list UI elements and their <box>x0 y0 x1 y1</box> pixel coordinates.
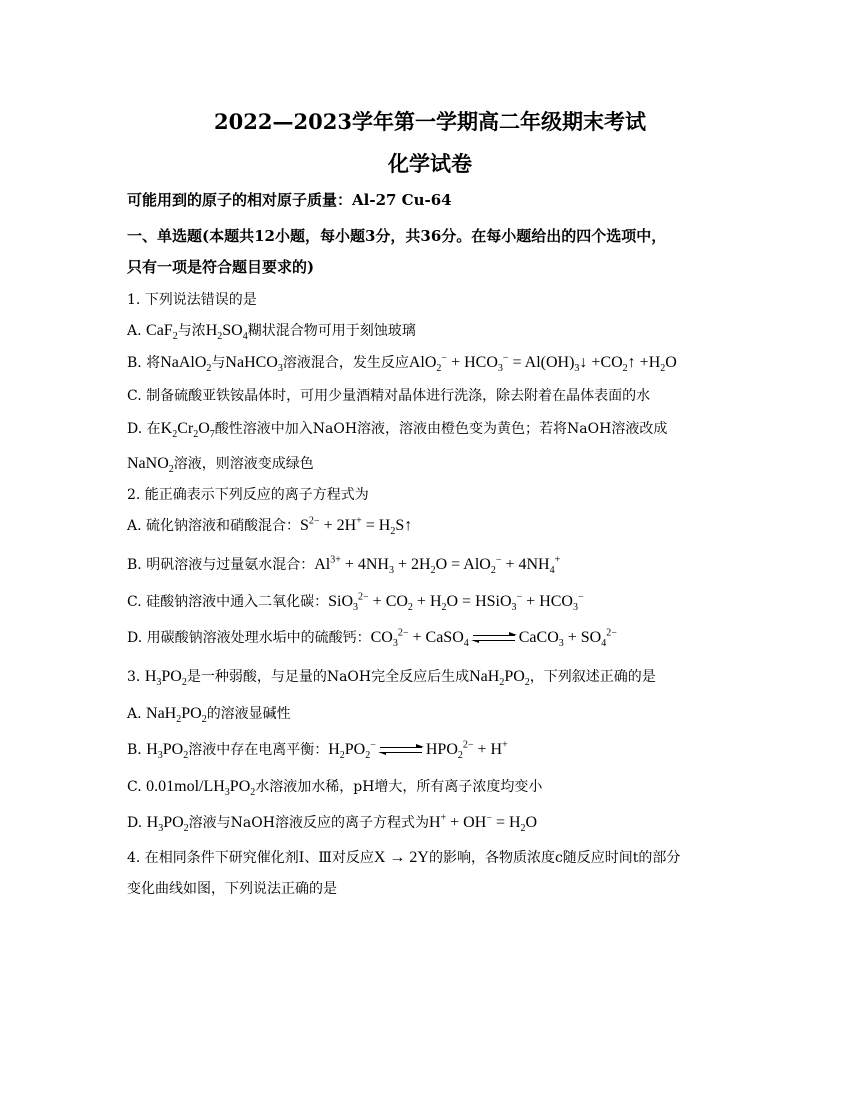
q1-option-d: D. 在$K_2Cr_2O_7$酸性溶液中加入NaOH溶液，溶液由橙色变为黄色；若将NaOH溶液改成 <box>127 420 668 441</box>
q2-option-c: C. 硅酸钠溶液中通入二氧化碳：$SiO_3^{2-} + CO_2 + H_2O$ = HSiO$_3$− + $HCO_3^-$ <box>127 591 584 614</box>
formula: $H_3PO_2$ <box>146 814 189 835</box>
equation: $SiO_3^{2-} + CO_2 + H_2O$ = HSiO$_3$− + $HCO_3^-$ <box>328 591 584 614</box>
equation: X → 2Y <box>373 849 429 866</box>
q2-option-b: B. 明矾溶液与过量氨水混合：$Al^{3+} + 4NH_3 + 2H_2O = AlO_2^- + 4NH_4^+$ <box>127 554 561 577</box>
q1-option-d-cont: NaNO$_2$溶液，则溶液变成绿色 <box>127 455 314 476</box>
equilibrium-arrow-icon <box>471 632 517 644</box>
formula: CaF$_2$ <box>146 322 178 343</box>
atomic-mass-values: Al-27 Cu-64 <box>352 191 452 209</box>
q1-stem: 1. 下列说法错误的是 <box>127 292 257 308</box>
formula: $K_2Cr_2O_7$ <box>160 420 215 441</box>
equation: $CO_3^{2-}$ + CaSO$_4$ CaCO$_3$ + $SO_4^{2-}$ <box>370 627 617 650</box>
formula: $H_3PO_2$ <box>146 741 189 762</box>
equation: $Al^{3+} + 4NH_3 + 2H_2O = AlO_2^- + 4NH_4^+$ <box>314 554 561 577</box>
equation: $H_2PO_2^-$ $HPO_2^{2-} + H^+$ <box>328 739 508 762</box>
q1-option-c: C. 制备硫酸亚铁铵晶体时，可用少量酒精对晶体进行洗涤，除去附着在晶体表面的水 <box>127 388 651 404</box>
exam-subtitle: 化学试卷 <box>388 151 472 176</box>
q3-option-b: B. $H_3PO_2$溶液中存在电离平衡：$H_2PO_2^-$ $HPO_2^{2-} + H^+$ <box>127 739 508 762</box>
q1-option-b: B. 将NaAlO$_2$与NaHCO$_3$溶液混合，发生反应$AlO_2^- + HCO_3^-$ = $Al(OH)_3↓$ $+CO_2↑ +H_2O$ <box>127 352 677 375</box>
q3-stem: 3. $H_3PO_2$是一种弱酸，与足量的NaOH完全反应后生成$NaH_2PO_2$，下列叙述正确的是 <box>127 668 656 689</box>
q2-stem: 2. 能正确表示下列反应的离子方程式为 <box>127 487 369 503</box>
q2-option-d: D. 用碳酸钠溶液处理水垢中的硫酸钙：$CO_3^{2-}$ + CaSO$_4$ CaCO$_3$ + $SO_4^{2-}$ <box>127 627 617 650</box>
equation: $S^{2-} + 2H^+$ = $H_2S↑$ <box>300 515 413 538</box>
formula: $H_3PO_2$ <box>144 668 187 689</box>
q3-option-c: C. $0.01mol/LH_3PO_2$水溶液加水稀，pH增大，所有离子浓度均变小 <box>127 778 543 799</box>
exam-title: 2022—2023学年第一学期高二年级期末考试 <box>214 109 646 134</box>
section-heading-cont: 只有一项是符合题目要求的) <box>127 258 315 276</box>
equilibrium-arrow-icon <box>378 744 424 756</box>
q2-option-a: A. 硫化钠溶液和硝酸混合：$S^{2-} + 2H^+$ = $H_2S↑$ <box>127 515 413 538</box>
formula: NaAlO$_2$ <box>160 354 212 375</box>
formula: $NaH_2PO_2$ <box>146 705 207 726</box>
equation: $AlO_2^- + HCO_3^-$ = $Al(OH)_3↓$ $+CO_2↑ +H_2O$ <box>408 352 677 375</box>
q4-stem-cont: 变化曲线如图，下列说法正确的是 <box>127 881 337 897</box>
section-heading: 一、单选题(本题共12小题，每小题3分，共36分。在每小题给出的四个选项中， <box>127 227 667 245</box>
formula: NaHCO$_3$ <box>225 354 283 375</box>
formula: $0.01mol/LH_3PO_2$ <box>146 778 256 799</box>
formula: NaNO$_2$ <box>127 455 174 476</box>
q1-option-a: A. CaF$_2$与浓$H_2SO_4$糊状混合物可用于刻蚀玻璃 <box>127 322 416 343</box>
formula: $NaH_2PO_2$ <box>469 668 530 689</box>
equation: $H^+ + OH^- = H_2O$ <box>428 812 538 835</box>
formula: $H_2SO_4$ <box>205 322 248 343</box>
q3-option-a: A. $NaH_2PO_2$的溶液显碱性 <box>127 705 291 726</box>
q3-option-d: D. $H_3PO_2$溶液与NaOH溶液反应的离子方程式为$H^+ + OH^- = H_2O$ <box>127 812 538 835</box>
atomic-mass-line: 可能用到的原子的相对原子质量：Al-27 Cu-64 <box>127 191 452 209</box>
q4-stem: 4. 在相同条件下研究催化剂Ⅰ、Ⅲ对反应X → 2Y的影响，各物质浓度c随反应时间t的部分 <box>127 849 681 866</box>
